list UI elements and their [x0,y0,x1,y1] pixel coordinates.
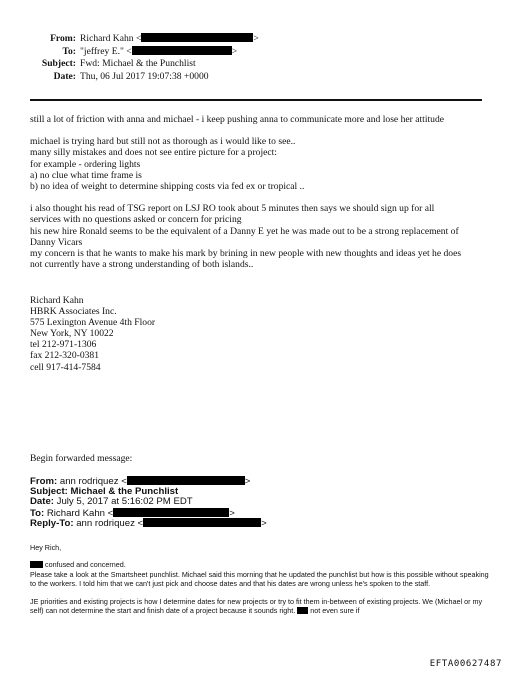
subject-label: Subject: [41,58,76,70]
signature-line: tel 212-971-1306 [30,339,97,351]
email-header [0,33,512,83]
to-end: > [231,45,238,57]
signature-line: Richard Kahn [30,295,84,306]
signature-line: fax 212-320-0381 [30,350,100,362]
redaction-box [30,561,43,568]
fwd-replyto-row [30,518,500,529]
body-line: Danny Vicars [30,236,83,248]
fwd-to-label: To: [30,507,45,519]
subject-value: Fwd: Michael & the Punchlist [80,58,196,70]
redaction-box [113,508,229,517]
fwd-date-row [30,497,500,508]
confused-line: confused and concerned. [45,560,126,570]
redaction-box [143,518,261,527]
fwd-to-value: Richard Kahn < [46,507,114,519]
body-line: his new hire Ronald seems to be the equivalent of a Danny E yet he was made out to be a strong replacement of [30,225,459,237]
body-line: i also thought his read of TSG report on LSJ RO took about 5 minutes then says we should sign up for all [30,203,435,215]
fwd-from-end: > [244,476,251,487]
from-end: > [253,33,259,44]
fwd-subject-label: Subject: [30,485,68,497]
fwd-from-label: From: [30,476,58,487]
body-line: services with no questions asked or concern for pricing [30,214,242,226]
header-divider [30,99,482,101]
fwd-subject-value: Michael & the Punchlist [70,485,179,497]
signature-line: HBRK Associates Inc. [30,306,117,318]
body-line: my concern is that he wants to make his mark by brining in new people with new thoughts and ideas yet he does [30,248,462,260]
body-line: many silly mistakes and does not see entire picture for a project: [30,147,277,159]
greeting: Hey Rich, [30,543,62,552]
fwd-to-row [30,508,500,519]
body-line: b) no idea of weight to determine shipping costs via fed ex or tropical .. [30,181,305,193]
to-label: To: [62,45,76,57]
body-line: still a lot of friction with anna and michael - i keep pushing anna to communicate more and lose her attitude [30,114,445,125]
signature-line: New York, NY 10022 [30,328,114,340]
message-paragraph: JE priorities and existing projects is how I determine dates for new projects or try to fit them in-between of existing projects. We (Michael or my self) can not determine the start and finish date of a project because it sounds right. [30,596,483,616]
header-to-row [0,46,512,59]
message-fragment: not even sure if [310,606,360,616]
header-date-row [0,71,512,84]
bates-number: EFTA00627487 [429,659,502,669]
fwd-to-end: > [229,507,235,519]
signature-line: 575 Lexington Avenue 4th Floor [30,317,156,329]
header-subject-row [0,58,512,71]
message-paragraph: Please take a look at the Smartsheet punchlist. Michael said this morning that he updated the punchlist but how is this possible without speaking to the workers. I told him that we can't just pick and choose dates and that his dates are wrong unless he's spoken to the staff. [30,569,489,589]
from-value: Richard Kahn < [80,33,142,44]
redaction-box [297,607,308,614]
from-label: From: [50,33,76,44]
signature-line: cell 917-414-7584 [30,361,101,373]
fwd-replyto-label: Reply-To: [30,518,74,530]
date-value: Thu, 06 Jul 2017 19:07:38 +0000 [80,70,209,82]
forwarded-header [30,476,500,529]
date-label: Date: [53,70,76,82]
fwd-date-label: Date: [30,496,54,508]
body-line: a) no clue what time frame is [30,169,142,181]
fwd-replyto-end: > [261,518,267,530]
fwd-from-value: ann rodriquez < [59,476,127,487]
to-value: "jeffrey E." < [80,45,132,57]
fwd-replyto-value: ann rodriquez < [76,518,144,530]
forwarded-intro: Begin forwarded message: [30,453,133,464]
body-line: for example - ordering lights [30,158,141,170]
body-line: michael is trying hard but still not as thorough as i would like to see.. [30,136,296,148]
email-body [30,114,492,270]
body-line: not currently have a strong understanding of both islands.. [30,259,254,271]
header-from-row [0,33,512,46]
fwd-date-value: July 5, 2017 at 5:16:02 PM EDT [56,496,193,508]
redaction-box [127,476,245,485]
redaction-box [141,33,253,42]
signature-block [30,295,155,373]
redaction-box [132,46,232,55]
forwarded-message-body [30,543,492,615]
